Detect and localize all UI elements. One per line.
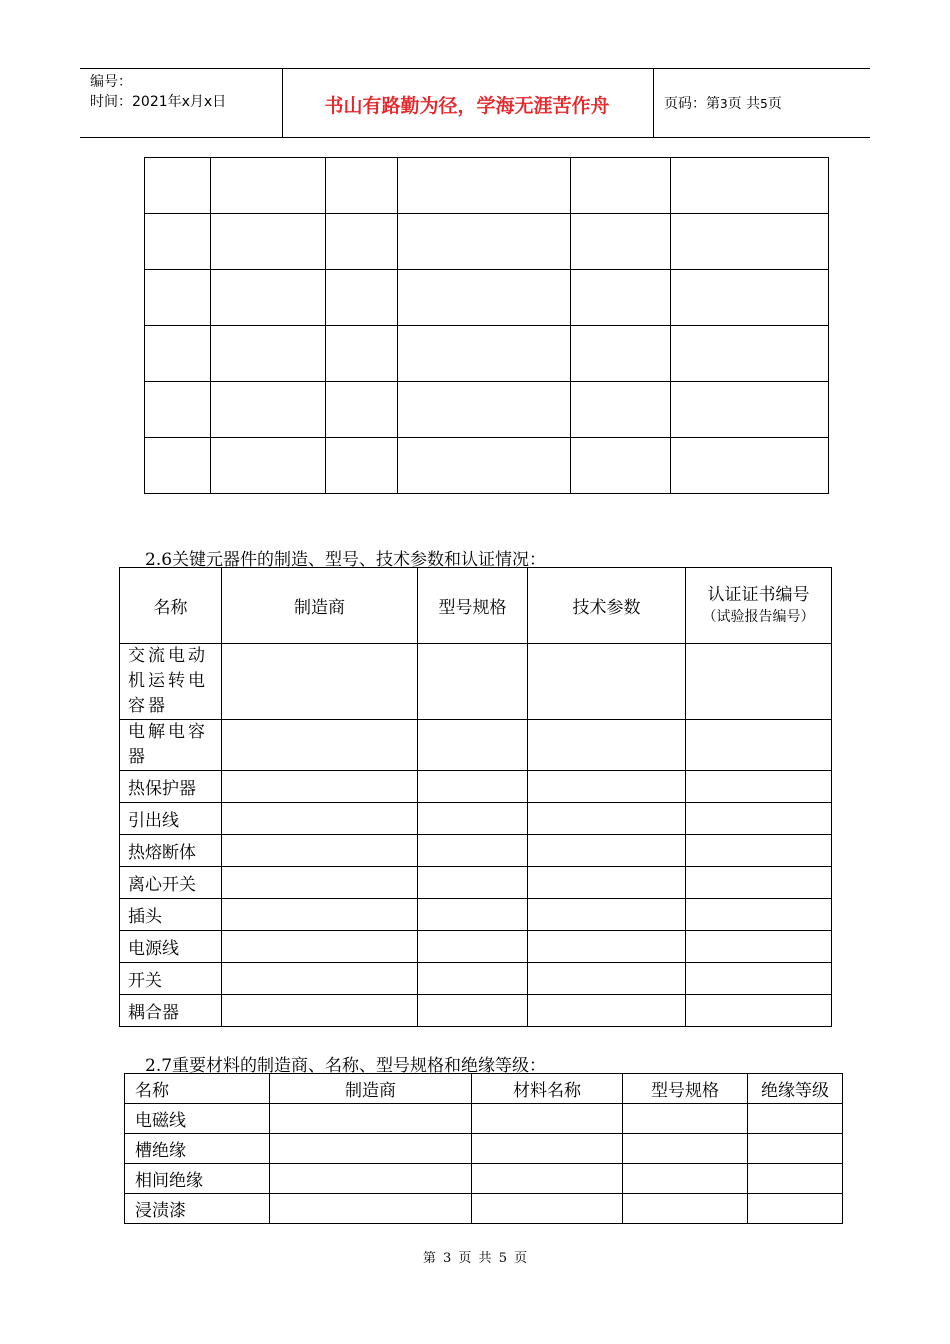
table-row: [145, 326, 829, 382]
table-row: [145, 270, 829, 326]
header-model: 型号规格: [623, 1074, 748, 1104]
table-cell: [418, 995, 528, 1027]
page-prefix: 页码：第: [664, 96, 720, 112]
table-cell: [222, 931, 418, 963]
table-row: [125, 1134, 843, 1164]
component-name: 开关: [120, 963, 222, 995]
blank-table: [144, 157, 829, 494]
table-cell: [528, 720, 686, 771]
table-cell: [398, 382, 571, 438]
table-row: [120, 867, 832, 899]
table-cell: [418, 803, 528, 835]
table-cell: [222, 963, 418, 995]
header-certificate: [686, 568, 832, 644]
table-cell: [326, 214, 398, 270]
table-cell: [418, 835, 528, 867]
table-cell: [145, 382, 211, 438]
table-cell: [326, 158, 398, 214]
table-cell: [528, 835, 686, 867]
table-cell: [671, 382, 829, 438]
table-cell: [418, 771, 528, 803]
header-params: 技术参数: [528, 568, 686, 644]
header-motto: 书山有路勤为径，学海无涯苦作舟: [324, 95, 610, 117]
table-cell: [418, 867, 528, 899]
header-cert-sub: （试验报告编号）: [702, 608, 815, 625]
table-cell: [686, 867, 832, 899]
table-cell: [418, 899, 528, 931]
table-row: [120, 899, 832, 931]
table-cell: [222, 720, 418, 771]
document-time-label: 时间：2021年x月x日: [90, 94, 227, 110]
table-cell: [571, 326, 671, 382]
table-cell: [398, 270, 571, 326]
table-row: [120, 644, 832, 720]
table-cell: [623, 1164, 748, 1194]
component-name: 引出线: [120, 803, 222, 835]
table-cell: [686, 771, 832, 803]
page-footer: 第 3 页 共 5 页: [422, 1251, 528, 1266]
blank-table-body: [145, 158, 829, 494]
header-insulation: 绝缘等级: [748, 1074, 843, 1104]
table-cell: [528, 867, 686, 899]
table-cell: [748, 1104, 843, 1134]
page-current: 3: [720, 97, 728, 111]
table-cell: [623, 1194, 748, 1224]
table-row: [125, 1194, 843, 1224]
components-table: [119, 567, 832, 1027]
page-header: [80, 68, 870, 138]
table-cell: [145, 438, 211, 494]
header-maker: 制造商: [270, 1074, 472, 1104]
table-cell: [418, 963, 528, 995]
component-name: 电解电容器: [120, 720, 222, 771]
table-row: [120, 803, 832, 835]
table-cell: [671, 214, 829, 270]
component-name: 热保护器: [120, 771, 222, 803]
header-page-indicator: [664, 93, 782, 113]
table-cell: [270, 1104, 472, 1134]
table-cell: [671, 326, 829, 382]
page-total: 5: [760, 97, 768, 111]
table-row: [145, 214, 829, 270]
table-row: [120, 963, 832, 995]
table-cell: [211, 382, 326, 438]
table-cell: [398, 326, 571, 382]
header-material: 材料名称: [472, 1074, 623, 1104]
table-cell: [686, 644, 832, 720]
section-2-7-caption: 2.7重要材料的制造商、名称、型号规格和绝缘等级：: [145, 1056, 547, 1076]
table-cell: [748, 1134, 843, 1164]
table-cell: [571, 214, 671, 270]
table-cell: [748, 1164, 843, 1194]
table-cell: [222, 867, 418, 899]
component-name: 耦合器: [120, 995, 222, 1027]
material-name: 电磁线: [125, 1104, 270, 1134]
table-cell: [571, 438, 671, 494]
header-model: 型号规格: [418, 568, 528, 644]
header-name: 名称: [120, 568, 222, 644]
table-cell: [686, 931, 832, 963]
table-header-row: [120, 568, 832, 644]
material-name: 浸渍漆: [125, 1194, 270, 1224]
table-cell: [398, 158, 571, 214]
material-name: 相间绝缘: [125, 1164, 270, 1194]
table-cell: [418, 644, 528, 720]
table-cell: [326, 270, 398, 326]
table-cell: [671, 438, 829, 494]
table-cell: [686, 963, 832, 995]
table-cell: [686, 899, 832, 931]
table-cell: [528, 899, 686, 931]
table-cell: [270, 1134, 472, 1164]
page-mid: 页 共: [727, 96, 761, 112]
table-cell: [211, 438, 326, 494]
table-row: [145, 438, 829, 494]
table-cell: [748, 1194, 843, 1224]
table-cell: [211, 270, 326, 326]
component-name: 离心开关: [120, 867, 222, 899]
table-row: [120, 720, 832, 771]
header-maker: 制造商: [222, 568, 418, 644]
components-table-body: [120, 568, 832, 1027]
table-row: [125, 1164, 843, 1194]
table-cell: [222, 835, 418, 867]
component-name: 插头: [120, 899, 222, 931]
table-cell: [211, 326, 326, 382]
table-cell: [418, 931, 528, 963]
table-cell: [222, 899, 418, 931]
table-cell: [571, 158, 671, 214]
table-cell: [222, 644, 418, 720]
table-cell: [472, 1104, 623, 1134]
table-cell: [398, 438, 571, 494]
table-cell: [145, 270, 211, 326]
component-name: 热熔断体: [120, 835, 222, 867]
table-cell: [671, 270, 829, 326]
table-header-row: [125, 1074, 843, 1104]
table-row: [120, 771, 832, 803]
document-number-label: 编号：: [90, 74, 132, 90]
table-cell: [472, 1134, 623, 1164]
table-cell: [418, 720, 528, 771]
table-cell: [398, 214, 571, 270]
table-cell: [571, 382, 671, 438]
table-cell: [528, 931, 686, 963]
table-row: [145, 158, 829, 214]
material-name: 槽绝缘: [125, 1134, 270, 1164]
table-cell: [686, 995, 832, 1027]
table-cell: [623, 1134, 748, 1164]
table-cell: [528, 644, 686, 720]
table-cell: [270, 1194, 472, 1224]
table-cell: [326, 438, 398, 494]
table-cell: [222, 803, 418, 835]
table-cell: [686, 803, 832, 835]
header-meta: [90, 72, 226, 112]
section-2-6-caption: 2.6关键元器件的制造、型号、技术参数和认证情况：: [145, 550, 547, 570]
table-cell: [211, 214, 326, 270]
table-cell: [145, 326, 211, 382]
table-cell: [686, 720, 832, 771]
table-cell: [671, 158, 829, 214]
component-name: 电源线: [120, 931, 222, 963]
table-cell: [528, 995, 686, 1027]
table-cell: [222, 995, 418, 1027]
table-cell: [326, 382, 398, 438]
table-row: [120, 835, 832, 867]
materials-table-body: [125, 1074, 843, 1224]
table-cell: [326, 326, 398, 382]
table-cell: [528, 963, 686, 995]
table-cell: [686, 835, 832, 867]
table-row: [125, 1104, 843, 1134]
header-name: 名称: [125, 1074, 270, 1104]
materials-table: [124, 1073, 843, 1224]
table-row: [120, 995, 832, 1027]
header-cert-main: 认证证书编号: [707, 584, 810, 605]
table-cell: [211, 158, 326, 214]
table-cell: [145, 214, 211, 270]
table-cell: [623, 1104, 748, 1134]
page-suffix: 页: [767, 96, 782, 112]
component-name: 交流电动机运转电容器: [120, 644, 222, 720]
table-cell: [270, 1164, 472, 1194]
table-row: [120, 931, 832, 963]
table-cell: [472, 1164, 623, 1194]
table-row: [145, 382, 829, 438]
table-cell: [222, 771, 418, 803]
table-cell: [528, 803, 686, 835]
table-cell: [145, 158, 211, 214]
table-cell: [571, 270, 671, 326]
table-cell: [528, 771, 686, 803]
header-divider: [653, 69, 654, 137]
table-cell: [472, 1194, 623, 1224]
